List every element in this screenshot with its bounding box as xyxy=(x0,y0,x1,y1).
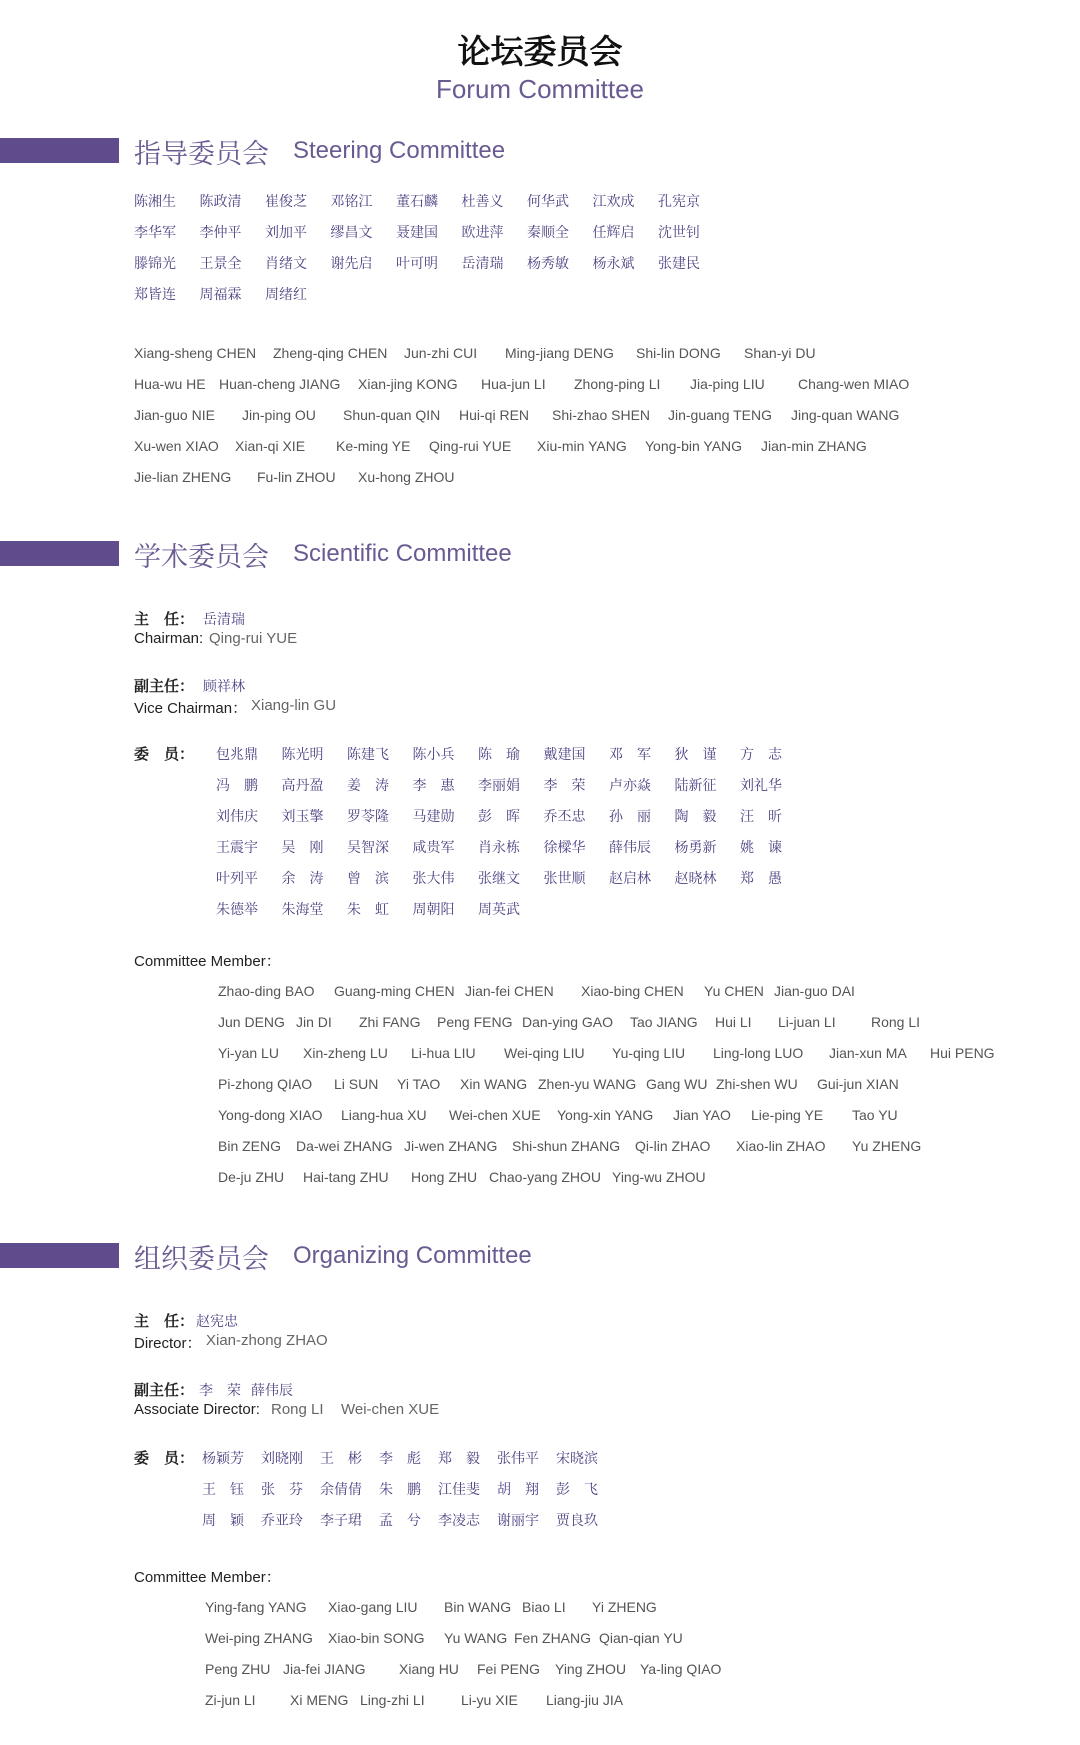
chairman-label-cn: 主 任： xyxy=(134,610,195,628)
director-label-cn: 主 任： xyxy=(134,1312,195,1330)
member-name-cn: 陈光明 xyxy=(281,747,324,763)
member-name-en: Jin-ping OU xyxy=(242,407,316,423)
member-name-cn: 郑皆连 xyxy=(134,287,176,303)
name-row xyxy=(0,407,1080,431)
member-name-en: Wei-chen XUE xyxy=(449,1107,541,1123)
member-name-en: Da-wei ZHANG xyxy=(296,1138,393,1154)
name-row xyxy=(0,744,1080,768)
member-name-cn: 李 彪 xyxy=(379,1451,421,1467)
members-label-en: Committee Member： xyxy=(134,953,281,970)
member-name-cn: 狄 谨 xyxy=(674,747,717,763)
scientific-title-cn: 学术委员会 xyxy=(134,542,269,573)
member-name-cn: 江佳斐 xyxy=(438,1482,480,1498)
member-name-en: Xiu-min YANG xyxy=(537,438,627,454)
member-name-cn: 朱德举 xyxy=(216,902,258,918)
member-name-cn: 肖绪文 xyxy=(265,256,307,272)
member-name-en: Chang-wen MIAO xyxy=(798,376,910,392)
associate-name-en: Rong LI xyxy=(271,1401,324,1418)
member-name-en: Peng FENG xyxy=(437,1014,513,1030)
member-name-cn: 吴 刚 xyxy=(281,840,324,856)
member-name-en: Shun-quan QIN xyxy=(343,407,441,423)
member-name-cn: 陈小兵 xyxy=(412,747,455,763)
member-name-en: Liang-hua XU xyxy=(341,1107,427,1123)
member-name-en: Ying-fang YANG xyxy=(205,1599,307,1615)
name-row xyxy=(0,899,1080,923)
name-row xyxy=(0,469,1080,493)
member-name-en: Wei-qing LIU xyxy=(504,1045,585,1061)
name-row xyxy=(0,1107,1080,1131)
member-name-cn: 杜善义 xyxy=(461,194,504,210)
member-name-cn: 姜 涛 xyxy=(347,778,389,794)
member-name-cn: 岳清瑞 xyxy=(461,256,504,272)
member-name-en: Li-yu XIE xyxy=(461,1692,518,1708)
member-name-cn: 李子珺 xyxy=(320,1513,362,1529)
member-name-en: Zhi FANG xyxy=(359,1014,421,1030)
member-name-en: Yu WANG xyxy=(444,1630,508,1646)
name-row xyxy=(0,1630,1080,1654)
member-name-en: Jian-min ZHANG xyxy=(761,438,867,454)
member-name-en: Dan-ying GAO xyxy=(522,1014,614,1030)
member-name-en: Qian-qian YU xyxy=(599,1630,683,1646)
member-name-cn: 赵启林 xyxy=(609,871,651,887)
member-name-en: Ya-ling QIAO xyxy=(640,1661,722,1677)
name-row xyxy=(0,253,1080,277)
organizing-title-en: Organizing Committee xyxy=(293,1242,532,1269)
member-name-cn: 汪 昕 xyxy=(740,809,782,825)
member-name-en: Xin-zheng LU xyxy=(303,1045,388,1061)
name-row xyxy=(0,191,1080,215)
member-name-en: Jia-fei JIANG xyxy=(283,1661,366,1677)
name-row xyxy=(0,1510,1080,1534)
page-subtitle: Forum Committee xyxy=(435,74,645,104)
member-name-en: Li SUN xyxy=(334,1076,379,1092)
member-name-en: Xiang HU xyxy=(399,1661,459,1677)
member-name-cn: 朱海堂 xyxy=(281,902,324,918)
scientific-title-en: Scientific Committee xyxy=(293,540,512,567)
member-name-en: Hong ZHU xyxy=(411,1169,478,1185)
member-name-cn: 郑 愚 xyxy=(740,871,782,887)
associate-name-cn: 李 荣 xyxy=(199,1383,241,1399)
member-name-en: Xiao-bing CHEN xyxy=(581,983,684,999)
member-name-cn: 李仲平 xyxy=(199,225,242,241)
member-name-cn: 杨永斌 xyxy=(592,256,635,272)
member-name-en: Fu-lin ZHOU xyxy=(257,469,336,485)
member-name-cn: 周英武 xyxy=(478,902,520,918)
member-name-cn: 薛伟辰 xyxy=(609,840,651,856)
member-name-cn: 王 彬 xyxy=(320,1451,362,1467)
members-label-en: Committee Member： xyxy=(134,1569,281,1586)
member-name-en: Zhao-ding BAO xyxy=(218,983,315,999)
member-name-cn: 任辉启 xyxy=(592,225,635,241)
member-name-cn: 乔亚玲 xyxy=(261,1513,303,1529)
members-label-cn: 委 员： xyxy=(134,1449,195,1467)
name-row xyxy=(0,1045,1080,1069)
member-name-en: Ke-ming YE xyxy=(336,438,411,454)
member-name-en: Ji-wen ZHANG xyxy=(404,1138,498,1154)
member-name-en: Peng ZHU xyxy=(205,1661,271,1677)
associate-name-en: Wei-chen XUE xyxy=(341,1401,440,1418)
member-name-en: Jian-guo NIE xyxy=(134,407,215,423)
member-name-en: Ming-jiang DENG xyxy=(505,345,614,361)
chairman-label-en: Chairman: xyxy=(134,630,204,647)
member-name-en: Jian YAO xyxy=(673,1107,731,1123)
member-name-en: Jin DI xyxy=(296,1014,332,1030)
vice-chairman-label-en: Vice Chairman： xyxy=(134,700,248,717)
member-name-en: Zhi-shen WU xyxy=(716,1076,798,1092)
name-row xyxy=(0,806,1080,830)
member-name-cn: 乔丕忠 xyxy=(543,809,586,825)
member-name-en: Jing-quan WANG xyxy=(791,407,900,423)
member-name-en: Shi-zhao SHEN xyxy=(552,407,651,423)
member-name-en: Yong-bin YANG xyxy=(645,438,743,454)
member-name-en: Shi-lin DONG xyxy=(636,345,721,361)
member-name-cn: 李华军 xyxy=(134,225,176,241)
director-name-cn: 赵宪忠 xyxy=(196,1314,238,1330)
member-name-cn: 谢丽宇 xyxy=(497,1513,539,1529)
name-row xyxy=(0,1692,1080,1716)
member-name-en: Xiang-sheng CHEN xyxy=(134,345,257,361)
member-name-cn: 余 涛 xyxy=(281,871,324,887)
director-label-en: Director： xyxy=(134,1335,202,1352)
member-name-en: Liang-jiu JIA xyxy=(546,1692,624,1708)
member-name-en: Jie-lian ZHENG xyxy=(134,469,232,485)
member-name-cn: 孔宪京 xyxy=(658,194,700,210)
member-name-en: Hua-jun LI xyxy=(481,376,546,392)
member-name-en: Hui PENG xyxy=(930,1045,995,1061)
member-name-en: Qing-rui YUE xyxy=(429,438,512,454)
member-name-cn: 彭 飞 xyxy=(556,1482,598,1498)
member-name-cn: 杨秀敏 xyxy=(527,256,569,272)
member-name-cn: 江欢成 xyxy=(592,194,635,210)
member-name-cn: 戴建国 xyxy=(543,747,586,763)
member-name-cn: 张伟平 xyxy=(497,1451,539,1467)
member-name-en: Zhong-ping LI xyxy=(574,376,661,392)
section-bar xyxy=(0,138,119,163)
member-name-en: Yi TAO xyxy=(397,1076,441,1092)
member-name-en: Shi-shun ZHANG xyxy=(512,1138,621,1154)
member-name-en: Lie-ping YE xyxy=(751,1107,824,1123)
member-name-cn: 陶 毅 xyxy=(674,809,717,825)
member-name-cn: 李 荣 xyxy=(543,778,586,794)
member-name-cn: 姚 谏 xyxy=(740,840,782,856)
member-name-cn: 高丹盈 xyxy=(281,778,324,794)
name-row xyxy=(0,1599,1080,1623)
member-name-cn: 刘加平 xyxy=(265,225,307,241)
member-name-cn: 贾良玖 xyxy=(556,1513,598,1529)
member-name-cn: 王景全 xyxy=(199,256,242,272)
member-name-en: Tao YU xyxy=(852,1107,898,1123)
member-name-cn: 刘伟庆 xyxy=(216,809,258,825)
member-name-cn: 朱 鹏 xyxy=(379,1482,421,1498)
associate-label-en: Associate Director: xyxy=(134,1401,260,1418)
member-name-cn: 李 惠 xyxy=(412,778,455,794)
associate-name-cn: 薛伟辰 xyxy=(251,1383,293,1399)
member-name-cn: 何华武 xyxy=(527,194,569,210)
member-name-en: Xiao-lin ZHAO xyxy=(736,1138,826,1154)
member-name-en: Xiao-gang LIU xyxy=(328,1599,418,1615)
member-name-en: Xu-wen XIAO xyxy=(134,438,219,454)
member-name-en: Jin-guang TENG xyxy=(668,407,773,423)
member-name-en: Ling-zhi LI xyxy=(360,1692,425,1708)
member-name-cn: 李凌志 xyxy=(438,1513,480,1529)
member-name-en: Xiao-bin SONG xyxy=(328,1630,425,1646)
member-name-en: Gui-jun XIAN xyxy=(817,1076,899,1092)
vice-chairman-label-cn: 副主任： xyxy=(134,677,195,695)
member-name-cn: 崔俊芝 xyxy=(265,194,307,210)
members-label-cn: 委 员： xyxy=(134,745,195,763)
name-row xyxy=(0,345,1080,369)
member-name-en: Yu CHEN xyxy=(704,983,764,999)
member-name-en: Bin WANG xyxy=(444,1599,512,1615)
member-name-en: Yi ZHENG xyxy=(592,1599,657,1615)
member-name-en: Guang-ming CHEN xyxy=(334,983,455,999)
member-name-cn: 王震宇 xyxy=(216,840,258,856)
vice-chairman-name-en: Xiang-lin GU xyxy=(251,697,337,714)
member-name-cn: 缪昌文 xyxy=(330,225,373,241)
member-name-cn: 杨颖芳 xyxy=(202,1451,244,1467)
name-row xyxy=(0,868,1080,892)
member-name-cn: 张世顺 xyxy=(543,871,586,887)
member-name-cn: 杨勇新 xyxy=(674,840,717,856)
member-name-en: Qi-lin ZHAO xyxy=(635,1138,711,1154)
member-name-cn: 郑 毅 xyxy=(438,1451,480,1467)
member-name-en: Xi MENG xyxy=(290,1692,349,1708)
member-name-en: Hui-qi REN xyxy=(459,407,530,423)
member-name-cn: 叶列平 xyxy=(216,871,258,887)
member-name-cn: 谢先启 xyxy=(330,256,373,272)
member-name-en: Yu-qing LIU xyxy=(612,1045,686,1061)
name-row xyxy=(0,775,1080,799)
steering-title-cn: 指导委员会 xyxy=(134,139,269,170)
member-name-cn: 李丽娟 xyxy=(478,778,520,794)
associate-label-cn: 副主任： xyxy=(134,1381,195,1399)
member-name-en: Ying ZHOU xyxy=(555,1661,627,1677)
member-name-en: Yu ZHENG xyxy=(852,1138,922,1154)
member-name-cn: 孟 兮 xyxy=(379,1513,421,1529)
member-name-cn: 张 芬 xyxy=(261,1482,303,1498)
member-name-cn: 周福霖 xyxy=(199,287,242,303)
member-name-cn: 周绪红 xyxy=(265,287,307,303)
name-row xyxy=(0,1448,1080,1472)
member-name-en: Hua-wu HE xyxy=(134,376,206,392)
member-name-cn: 徐樑华 xyxy=(543,840,586,856)
member-name-en: Pi-zhong QIAO xyxy=(218,1076,313,1092)
member-name-cn: 陈 瑜 xyxy=(478,747,520,763)
member-name-cn: 马建勋 xyxy=(412,809,455,825)
member-name-cn: 王 钰 xyxy=(202,1482,244,1498)
member-name-cn: 罗苓隆 xyxy=(347,809,389,825)
member-name-cn: 彭 晖 xyxy=(478,809,520,825)
member-name-en: Xin WANG xyxy=(460,1076,528,1092)
member-name-en: Jian-fei CHEN xyxy=(465,983,554,999)
name-row xyxy=(0,1014,1080,1038)
member-name-cn: 沈世钊 xyxy=(658,225,700,241)
member-name-en: Chao-yang ZHOU xyxy=(489,1169,602,1185)
name-row xyxy=(0,222,1080,246)
member-name-en: De-ju ZHU xyxy=(218,1169,285,1185)
name-row xyxy=(0,1076,1080,1100)
member-name-cn: 赵晓林 xyxy=(674,871,717,887)
member-name-en: Gang WU xyxy=(646,1076,708,1092)
member-name-en: Zheng-qing CHEN xyxy=(273,345,388,361)
page-title: 论坛委员会 xyxy=(457,32,623,71)
member-name-cn: 方 志 xyxy=(740,747,782,763)
member-name-en: Xian-qi XIE xyxy=(235,438,306,454)
section-bar xyxy=(0,541,119,566)
name-row xyxy=(0,837,1080,861)
member-name-cn: 朱 虹 xyxy=(347,902,389,918)
member-name-cn: 董石麟 xyxy=(396,194,438,210)
member-name-cn: 张建民 xyxy=(658,256,700,272)
name-row xyxy=(0,438,1080,462)
member-name-en: Bin ZENG xyxy=(218,1138,282,1154)
member-name-cn: 张继文 xyxy=(478,871,520,887)
member-name-cn: 聂建国 xyxy=(396,225,438,241)
member-name-cn: 咸贵军 xyxy=(412,840,455,856)
member-name-en: Rong LI xyxy=(871,1014,921,1030)
member-name-cn: 余倩倩 xyxy=(320,1482,362,1498)
name-row xyxy=(0,284,1080,308)
member-name-cn: 刘礼华 xyxy=(740,778,782,794)
member-name-en: Jian-xun MA xyxy=(829,1045,907,1061)
member-name-cn: 欧进萍 xyxy=(461,225,504,241)
chairman-name-cn: 岳清瑞 xyxy=(203,612,245,628)
member-name-cn: 陆新征 xyxy=(674,778,717,794)
member-name-cn: 叶可明 xyxy=(396,256,438,272)
member-name-cn: 周 颖 xyxy=(202,1513,244,1529)
member-name-cn: 冯 鹏 xyxy=(216,778,258,794)
member-name-cn: 肖永栋 xyxy=(478,840,520,856)
member-name-cn: 包兆鼎 xyxy=(216,747,258,763)
member-name-en: Wei-ping ZHANG xyxy=(205,1630,313,1646)
section-bar xyxy=(0,1243,119,1268)
member-name-cn: 周朝阳 xyxy=(412,902,455,918)
member-name-cn: 孙 丽 xyxy=(609,809,651,825)
member-name-en: Zi-jun LI xyxy=(205,1692,256,1708)
vice-chairman-name-cn: 顾祥林 xyxy=(203,679,245,695)
member-name-cn: 陈政清 xyxy=(199,194,242,210)
name-row xyxy=(0,1661,1080,1685)
member-name-en: Yong-xin YANG xyxy=(557,1107,654,1123)
member-name-en: Jun DENG xyxy=(218,1014,285,1030)
member-name-cn: 陈建飞 xyxy=(347,747,389,763)
member-name-cn: 曾 滨 xyxy=(347,871,389,887)
member-name-en: Xian-jing KONG xyxy=(358,376,458,392)
member-name-cn: 吴智深 xyxy=(347,840,389,856)
member-name-en: Ling-long LUO xyxy=(713,1045,804,1061)
chairman-name-en: Qing-rui YUE xyxy=(209,630,298,647)
member-name-en: Jia-ping LIU xyxy=(690,376,765,392)
member-name-en: Hui LI xyxy=(715,1014,752,1030)
member-name-en: Zhen-yu WANG xyxy=(538,1076,637,1092)
member-name-en: Shan-yi DU xyxy=(744,345,816,361)
member-name-en: Fen ZHANG xyxy=(514,1630,592,1646)
member-name-en: Xu-hong ZHOU xyxy=(358,469,455,485)
member-name-en: Jun-zhi CUI xyxy=(404,345,478,361)
organizing-title-cn: 组织委员会 xyxy=(134,1244,269,1275)
member-name-cn: 滕锦光 xyxy=(134,256,176,272)
name-row xyxy=(0,983,1080,1007)
member-name-cn: 张大伟 xyxy=(412,871,455,887)
director-name-en: Xian-zhong ZHAO xyxy=(206,1332,328,1349)
name-row xyxy=(0,1479,1080,1503)
member-name-en: Fei PENG xyxy=(477,1661,541,1677)
member-name-cn: 宋晓滨 xyxy=(556,1451,598,1467)
member-name-cn: 刘晓刚 xyxy=(261,1451,303,1467)
name-row xyxy=(0,376,1080,400)
name-row xyxy=(0,1169,1080,1193)
member-name-en: Yong-dong XIAO xyxy=(218,1107,323,1123)
member-name-cn: 秦顺全 xyxy=(527,225,569,241)
member-name-en: Ying-wu ZHOU xyxy=(612,1169,706,1185)
steering-title-en: Steering Committee xyxy=(293,137,506,164)
member-name-en: Tao JIANG xyxy=(630,1014,698,1030)
member-name-cn: 邓 军 xyxy=(609,747,651,763)
member-name-en: Li-hua LIU xyxy=(411,1045,476,1061)
member-name-cn: 胡 翔 xyxy=(497,1482,539,1498)
member-name-en: Biao LI xyxy=(522,1599,566,1615)
member-name-cn: 邓铭江 xyxy=(330,194,373,210)
member-name-en: Li-juan LI xyxy=(778,1014,836,1030)
member-name-en: Huan-cheng JIANG xyxy=(219,376,341,392)
member-name-en: Hai-tang ZHU xyxy=(303,1169,389,1185)
member-name-cn: 陈湘生 xyxy=(134,194,176,210)
member-name-cn: 卢亦焱 xyxy=(609,778,651,794)
member-name-cn: 刘玉擎 xyxy=(281,809,324,825)
member-name-en: Yi-yan LU xyxy=(218,1045,279,1061)
name-row xyxy=(0,1138,1080,1162)
member-name-en: Jian-guo DAI xyxy=(774,983,855,999)
